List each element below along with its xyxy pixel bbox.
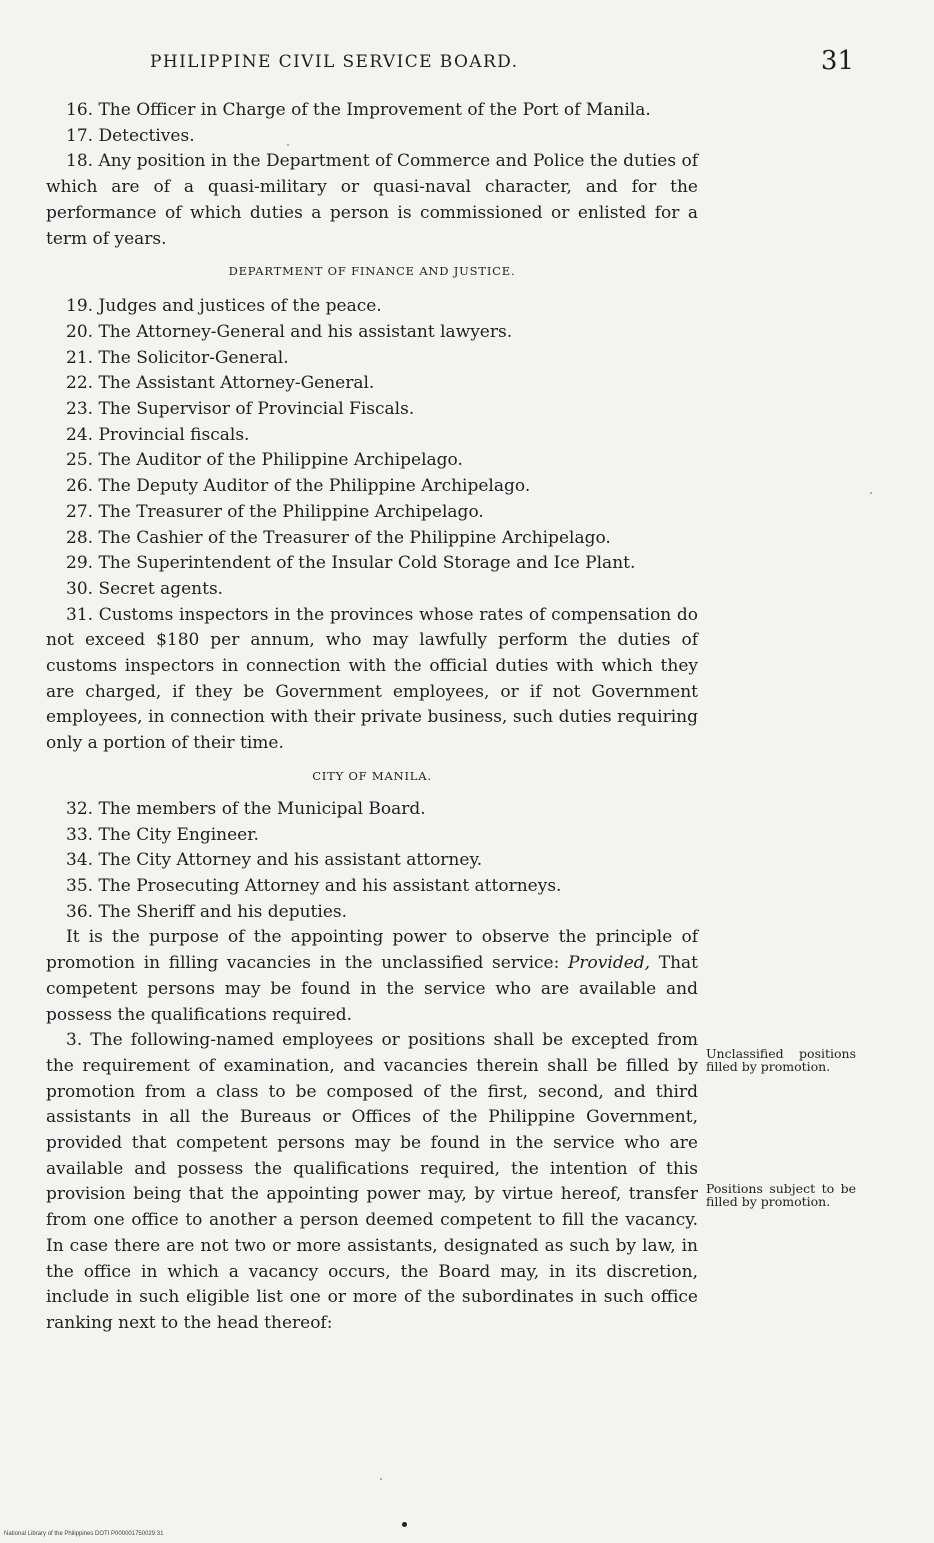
scan-speck [870,492,872,494]
paragraph-item-28: 28. The Cashier of the Treasurer of the Philippine Archipelago. [66,527,611,548]
provided-proviso: Provided, [567,953,651,974]
paragraph-item-26: 26. The Deputy Auditor of the Philippine Archipelago. [66,476,531,497]
promotion-paragraph [46,925,698,1028]
paragraph-item-36: 36. The Sheriff and his deputies. [66,901,348,922]
running-header: PHILIPPINE CIVIL SERVICE BOARD. [150,52,519,72]
paragraph-item-19: 19. Judges and justices of the peace. [66,296,382,317]
paragraph-item-17: 17. Detectives. [66,125,195,146]
section-3-paragraph: 3. The following-named employees or positions shall be excepted from the requirement of examination, and vacancies therein shall be filled by promotion from a class to be composed of the first, second, and third assistants in all the Bureaus or Offices of the Philippine Government, provided that competent persons may be found in the service who are available and possess the qualifications required, the intention of this provision being that the appointing power may, by virtue hereof, transfer from one office to another a person deemed competent to fill the vacancy. In case there are not two or more assistants, designated as such by law, in the office in which a vacancy occurs, the Board may, in its discretion, include in such eligible list one or more of the subordinates in such office ranking next to the head thereof: [46,1030,698,1333]
paragraph-item-23: 23. The Supervisor of Provincial Fiscals. [66,399,415,420]
paragraph-item-18: 18. Any position in the Department of Commerce and Police the duties of which are of a quasi-military or quasi-naval character, and for the performance of which duties a person is commissioned or enlisted for a term of years. [46,151,698,249]
page-number: 31 [820,46,854,76]
margin-note-unclassified: Unclassified positions filled by promotion. [706,1046,856,1074]
paragraph-item-16: 16. The Officer in Charge of the Improvement of the Port of Manila. [66,100,651,120]
paragraph-item-29: 29. The Superintendent of the Insular Cold Storage and Ice Plant. [66,553,636,574]
paragraph-item-34: 34. The City Attorney and his assistant attorney. [66,850,483,871]
promotion-text-before: It is the purpose of the appointing power to observe the principle of promotion in filling vacancies in the unclassified service: [46,927,698,974]
paragraph-item-21: 21. The Solicitor-General. [66,347,289,368]
margin-note-positions: Positions subject to be filled by promotion. [706,1181,856,1209]
scan-footer: National Library of the Philippines DOTI P000001750029 31 [4,1531,164,1537]
scan-speck [287,144,289,146]
main-text-column [46,98,698,1337]
paragraph-item-30: 30. Secret agents. [66,578,224,599]
paragraph-item-24: 24. Provincial fiscals. [66,424,250,445]
paragraph-item-20: 20. The Attorney-General and his assistant lawyers. [66,321,513,342]
section-heading-city-of-manila: CITY OF MANILA. [312,768,432,783]
paragraph-item-35: 35. The Prosecuting Attorney and his assistant attorneys. [66,875,562,896]
section-heading-finance-justice: DEPARTMENT OF FINANCE AND JUSTICE. [228,264,516,279]
scan-speck [380,1478,382,1480]
paragraph-item-32: 32. The members of the Municipal Board. [66,798,426,819]
paragraph-item-27: 27. The Treasurer of the Philippine Archipelago. [66,501,484,522]
paragraph-item-22: 22. The Assistant Attorney-General. [66,373,375,394]
page-mark-dot [402,1522,407,1527]
paragraph-item-31: 31. Customs inspectors in the provinces whose rates of compensation do not exceed $180 per annum, who may lawfully perform the duties of customs inspectors in connection with the official duties with which they are charged, if they be Government employees, or if not Government employees, in connection with their private business, such duties requiring only a portion of their time. [46,604,698,754]
paragraph-item-25: 25. The Auditor of the Philippine Archipelago. [66,450,463,471]
promotion-text-after: That competent persons may be found in the service who are available and possess the qualifications required. [46,953,698,1025]
paragraph-item-33: 33. The City Engineer. [66,824,259,845]
